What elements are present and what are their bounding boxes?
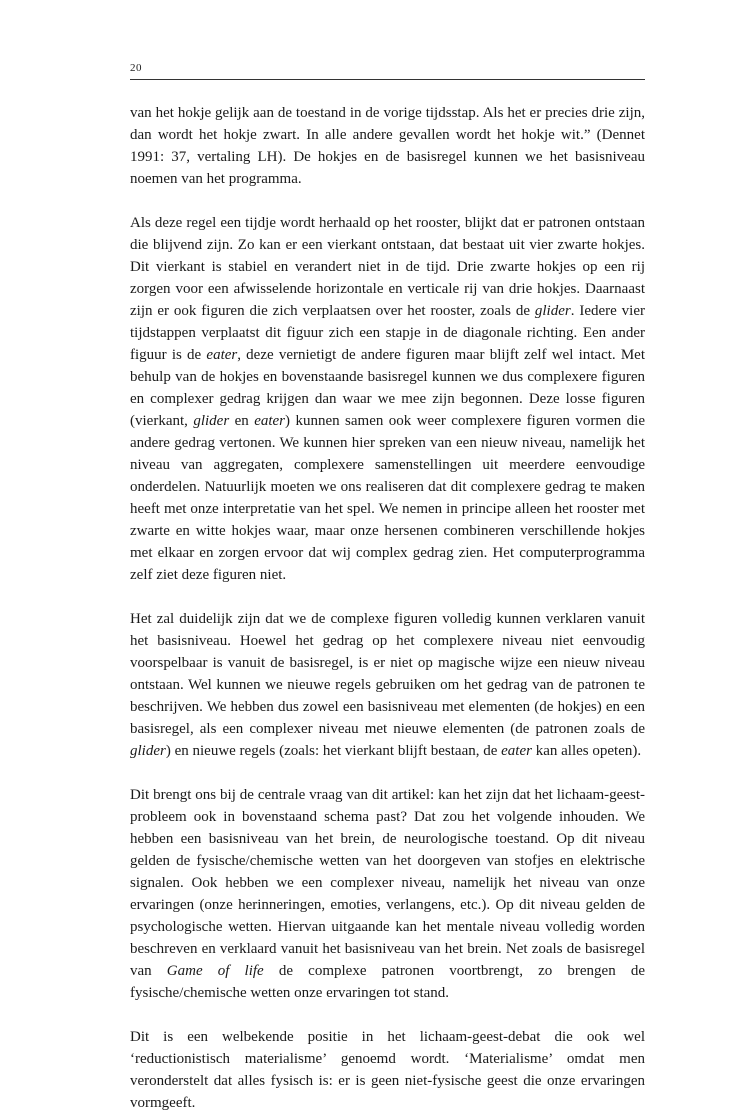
paragraph xyxy=(130,102,645,190)
italic-term: glider xyxy=(534,303,571,319)
italic-term: Game of life xyxy=(166,963,264,979)
italic-term: eater xyxy=(254,413,286,429)
header-rule xyxy=(130,79,645,80)
text-run: de complexe patronen voortbrengt, zo brengen de fysische/chemische wetten onze ervaringen tot stand. xyxy=(130,963,645,1001)
text-run: Dit brengt ons bij de centrale vraag van dit artikel: kan het zijn dat het lichaam-geest-probleem ook in bovenstaand schema past? Dat zou het volgende inhouden. We hebben een basisniveau van het brein, de neurologische toestand. Op dit niveau gelden de fysische/chemische wetten van het doorgeven van stofjes en elektrische signalen. Ook hebben we een complexer niveau, namelijk het niveau van onze ervaringen (onze herinneringen, emoties, verlangens, etc.). Op dit niveau gelden de psychologische wetten. Hiervan uitgaande kan het mentale niveau volledig worden beschreven en verklaard vanuit het basisniveau van het brein. Net zoals de basisregel van xyxy=(130,787,645,979)
paragraph xyxy=(130,1026,645,1114)
text-run: . Iedere vier tijdstappen verplaatst dit figuur zich een stapje in de diagonale richting. Een ander figuur is de xyxy=(130,303,645,363)
text-run: Dit is een welbekende positie in het lichaam-geest-debat die ook wel ‘reductionistisch materialisme’ genoemd wordt. ‘Materialisme’ omdat men veronderstelt dat alles fysisch is: er is geen niet-fysische geest die onze ervaringen vormgeeft. xyxy=(130,1029,645,1111)
italic-term: eater xyxy=(206,347,238,363)
italic-term: eater xyxy=(501,743,532,759)
text-run: Als deze regel een tijdje wordt herhaald op het rooster, blijkt dat er patronen ontstaan die blijvend zijn. Zo kan er een vierkant ontstaan, dat bestaat uit vier zwarte hokjes. Dit vierkant is stabiel en verandert niet in de tijd. Drie zwarte hokjes op een rij zorgen voor een afwisselende horizontale en verticale rij van drie hokjes. Daarnaast zijn er ook figuren die zich verplaatsen over het rooster, zoals de xyxy=(130,215,645,319)
text-run: ) en nieuwe regels (zoals: het vierkant blijft bestaan, de xyxy=(165,743,502,759)
text-run: van het hokje gelijk aan de toestand in de vorige tijdsstap. Als het er precies drie zijn, dan wordt het hokje zwart. In alle andere gevallen wordt het hokje wit.” (Dennet 1991: 37, vertaling LH). De hokjes en de basisregel kunnen we het basisniveau noemen van het programma. xyxy=(130,105,645,187)
text-run: Het zal duidelijk zijn dat we de complexe figuren volledig kunnen verklaren vanuit het basisniveau. Hoewel het gedrag op het complexere niveau niet eenvoudig voorspelbaar is vanuit de basisregel, is er niet op magische wijze een nieuw niveau ontstaan. Wel kunnen we nieuwe regels gebruiken om het gedrag van de patronen te beschrijven. We hebben dus zowel een basisniveau met elementen (de hokjes) en een basisregel, als een complexer niveau met nieuwe elementen (de patronen zoals de xyxy=(130,611,645,737)
text-run: , deze vernietigt de andere figuren maar blijft zelf wel intact. Met behulp van de hokjes en bovenstaande basisregel kunnen we dus complexere figuren en complexer gedrag krijgen dan waar we mee zijn begonnen. Deze losse figuren (vierkant, xyxy=(130,347,646,429)
italic-term: glider xyxy=(193,413,230,429)
paragraph xyxy=(130,212,645,586)
paragraph xyxy=(130,608,645,762)
text-run: en xyxy=(229,413,255,429)
page-number: 20 xyxy=(130,62,142,74)
text-run: kan alles opeten). xyxy=(531,743,642,759)
text-run: ) kunnen samen ook weer complexere figuren vormen die andere gedrag vertonen. We kunnen hier spreken van een nieuw niveau, namelijk het niveau van aggregaten, complexere samenstellingen uit meerdere eenvoudige onderdelen. Natuurlijk moeten we ons realiseren dat dit complexere gedrag te maken heeft met onze interpretatie van het spel. We nemen in principe alleen het rooster met zwarte en witte hokjes waar, maar onze hersenen combineren verschillende hokjes met elkaar en zorgen ervoor dat wij complex gedrag zien. Het computerprogramma zelf ziet deze figuren niet. xyxy=(130,413,646,583)
paragraph xyxy=(130,784,645,1004)
body-text xyxy=(130,102,645,1114)
italic-term: glider xyxy=(130,743,166,759)
